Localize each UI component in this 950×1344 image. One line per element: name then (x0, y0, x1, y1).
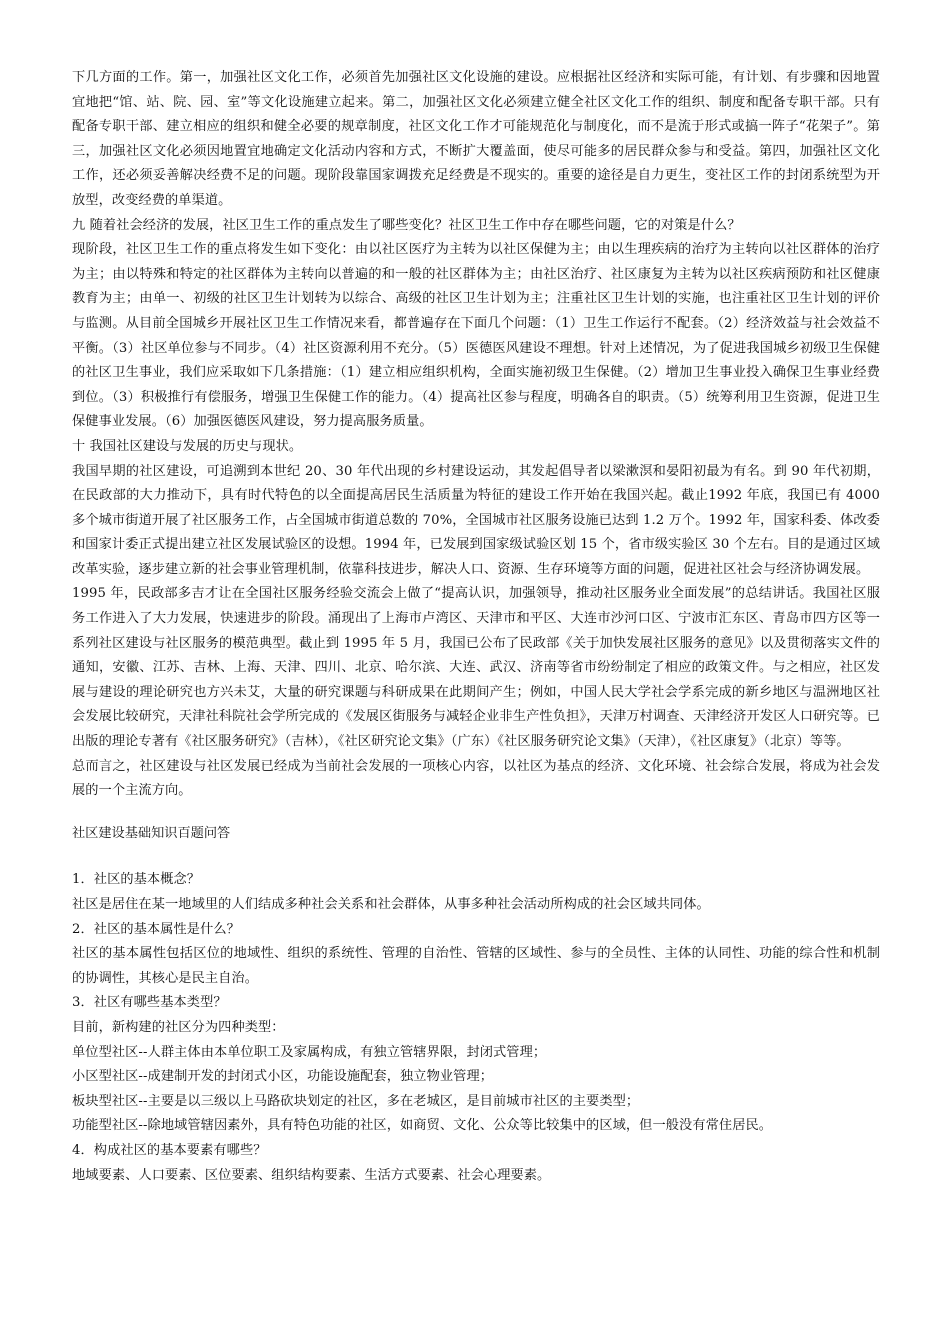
faq-answer-1: 社区是居住在某一地域里的人们结成多种社会关系和社会群体，从事多种社会活动所构成的社会区域共同体。 (72, 897, 710, 912)
question-nine: 九 随着社会经济的发展，社区卫生工作的重点发生了哪些变化？社区卫生工作中存在哪些问题，它的对策是什么？ (72, 217, 741, 233)
paragraph-1995: 1995 年，民政部多吉才让在全国社区服务经验交流会上做了“提高认识，加强领导，推动社区服务业全面发展”的总结讲话。我国社区服务工作进入了大力发展，快速进步的阶段。涌现出了上海市卢湾区、天津市和平区、大连市沙河口区、宁波市汇东区、青岛市四方区等一系列社区建设与社区服务的模范典型。截止到 1995 年 5 月，我国已公布了民政部《关于加快发展社区服务的意见》以及贯彻落实文件的通知，安徽、江苏、吉林、上海、天津、四川、北京、哈尔滨、大连、武汉、济南等省市纷纷制定了相应的政策文件。与之相应，社区发展与建设的理论研究也方兴未艾，大量的研究课题与科研成果在此期间产生；例如，中国人民大学社会学系完成的新乡地区与温洲地区社会发展比较研究，天津社科院社会学所完成的《发展区街服务与减轻企业非生产性负担》，天津万村调查、天津经济开发区人口研究等。已出版的理论专著有《社区服务研究》（吉林），《社区研究论文集》（广东）《社区服务研究论文集》（天津），《社区康复》（北京）等等。 (72, 586, 880, 750)
faq-answer-2: 社区的基本属性包括区位的地域性、组织的系统性、管理的自治性、管辖的区域性、参与的全员性、主体的认同性、功能的综合性和机制的协调性，其核心是民主自治。 (72, 946, 880, 986)
question-ten: 十 我国社区建设与发展的历史与现状。 (72, 438, 303, 454)
paragraph-culture-work: 下几方面的工作。第一，加强社区文化工作，必须首先加强社区文化设施的建设。应根据社区经济和实际可能，有计划、有步骤和因地置宜地把“馆、站、院、园、室”等文化设施建立起来。第二，加强社区文化必须建立健全社区文化工作的组织、制度和配备专职干部。只有配备专职干部、建立相应的组织和健全必要的规章制度，社区文化工作才可能规范化与制度化，而不是流于形式或搞一阵子“花架子”。第三，加强社区文化必须因地置宜地确定文化活动内容和方式，不断扩大覆盖面，使尽可能多的居民群众参与和受益。第四，加强社区文化工作，还必须妥善解决经费不足的问题。现阶段靠国家调拨充足经费是不现实的。重要的途径是自力更生，变社区工作的封闭系统型为开放型，改变经费的单渠道。 (72, 70, 880, 208)
spacer (72, 846, 880, 868)
paragraph-history: 我国早期的社区建设，可追溯到本世纪 20、30 年代出现的乡村建设运动，其发起倡导者以梁漱溟和晏阳初最为有名。到 90 年代初期，在民政部的大力推动下，具有时代特色的以全面提高居民生活质量为特征的建设工作开始在我国兴起。截止1992 年底，我国已有 4000 多个城市街道开展了社区服务工作，占全国城市街道总数的 70%，全国城市社区服务设施已达到 1.2 万个。1992 年，国家科委、体改委和国家计委正式提出建立社区发展试验区的设想。1994 年，已发展到国家级试验区划 15 个，省市级实验区 30 个左右。目的是通过区域改革实验，逐步建立新的社会事业管理机制，依靠科技进步，解决人口、资源、生存环境等方面的问题，促进社区社会与经济协调发展。 (72, 463, 880, 577)
faq-answer-3-type-unit: 单位型社区--人群主体由本单位职工及家属构成，有独立管辖界限，封闭式管理； (72, 1044, 547, 1060)
faq-answer-3-type-functional: 功能型社区--除地域管辖因素外，具有特色功能的社区，如商贸、文化、公众等比较集中的区域，但一般没有常住居民。 (72, 1118, 773, 1134)
faq-question-1: 1．社区的基本概念？ (72, 872, 201, 888)
faq-answer-3-type-block: 板块型社区--主要是以三级以上马路砍块划定的社区，多在老城区，是目前城市社区的主要类型； (72, 1093, 640, 1109)
faq-question-4: 4．构成社区的基本要素有哪些？ (72, 1142, 267, 1158)
paragraph-summary: 总而言之，社区建设与社区发展已经成为当前社会发展的一项核心内容，以社区为基点的经济、文化环境、社会综合发展，将成为社会发展的一个主流方向。 (72, 758, 880, 799)
faq-answer-4: 地域要素、人口要素、区位要素、组织结构要素、生活方式要素、社会心理要素。 (72, 1167, 551, 1183)
faq-question-2: 2．社区的基本属性是什么？ (72, 921, 240, 937)
spacer (72, 804, 880, 822)
faq-answer-3-type-estate: 小区型社区--成建制开发的封闭式小区，功能设施配套，独立物业管理； (72, 1069, 494, 1085)
paragraph-health-work: 现阶段，社区卫生工作的重点将发生如下变化：由以社区医疗为主转为以社区保健为主；由以生理疾病的治疗为主转向以社区群体的治疗为主；由以特殊和特定的社区群体为主转向以普遍的和一般的社区群体为主；由社区治疗、社区康复为主转为以社区疾病预防和社区健康教育为主；由单一、初级的社区卫生计划转为以综合、高级的社区卫生计划为主；注重社区卫生计划的实施，也注重社区卫生计划的评价与监测。从目前全国城乡开展社区卫生工作情况来看，都普遍存在下面几个问题：（1）卫生工作运行不配套。（2）经济效益与社会效益不平衡。（3）社区单位参与不同步。（4）社区资源利用不充分。（5）医德医风建设不理想。针对上述情况，为了促进我国城乡初级卫生保健的社区卫生事业，我们应采取如下几条措施：（1）建立相应组织机构，全面实施初级卫生保健。（2）增加卫生事业投入确保卫生事业经费到位。（3）积极推行有偿服务，增强卫生保健工作的能力。（4）提高社区参与程度，明确各自的职责。（5）统筹利用卫生资源，促进卫生保健事业发展。（6）加强医德医风建设，努力提高服务质量。 (72, 242, 880, 430)
faq-answer-3-intro: 目前，新构建的社区分为四种类型： (72, 1019, 285, 1035)
section-heading: 社区建设基础知识百题问答 (72, 825, 231, 841)
faq-question-3: 3．社区有哪些基本类型？ (72, 995, 227, 1011)
